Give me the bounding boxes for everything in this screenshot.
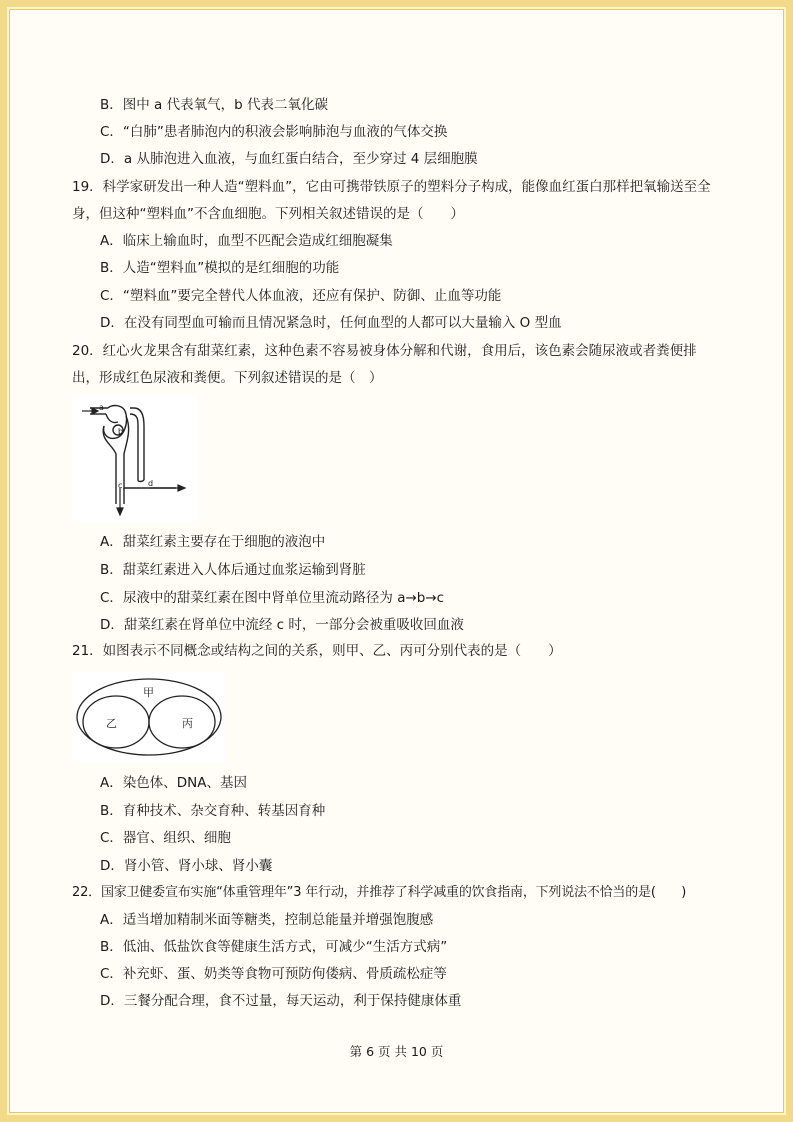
nephron-figure — [72, 396, 198, 522]
q19-option-b: B．人造“塑料血”模拟的是红细胞的功能 — [100, 260, 340, 276]
label-bing: 丙 — [182, 717, 193, 730]
prev-option-c: C．“白肺”患者肺泡内的积液会影响肺泡与血液的气体交换 — [100, 124, 448, 140]
q19-stem-line1: 19．科学家研发出一种人造“塑料血”，它由可携带铁原子的塑料分子构成，能像血红蛋白那样把氧输送至全 — [72, 179, 711, 195]
q20-stem-line2: 出，形成红色尿液和粪便。下列叙述错误的是（ ） — [72, 370, 383, 386]
q21-option-b: B．育种技术、杂交育种、转基因育种 — [100, 803, 326, 819]
nephron-diagram — [72, 396, 198, 522]
q20-option-b: B．甜菜红素进入人体后通过血浆运输到肾脏 — [100, 562, 366, 578]
q22-option-d: D．三餐分配合理，食不过量，每天运动，利于保持健康体重 — [100, 993, 462, 1009]
q19-option-a: A．临床上输血时，血型不匹配会造成红细胞凝集 — [100, 233, 393, 249]
q22-option-a: A．适当增加精制米面等糖类，控制总能量并增强饱腹感 — [100, 912, 434, 928]
q20-option-c: C．尿液中的甜菜红素在图中肾单位里流动路径为 a→b→c — [100, 590, 445, 606]
concept-diagram — [72, 672, 226, 762]
q19-stem-line2: 身，但这种“塑料血”不含血细胞。下列相关叙述错误的是（ ） — [72, 206, 464, 222]
label-d: d — [148, 479, 154, 488]
label-b: b — [118, 427, 124, 436]
label-a: a — [99, 403, 104, 412]
q21-option-c: C．器官、组织、细胞 — [100, 830, 231, 846]
label-jia: 甲 — [143, 686, 154, 699]
page-footer: 第 6 页 共 10 页 — [349, 1044, 444, 1059]
q22-stem: 22．国家卫健委宣布实施“体重管理年”3 年行动，并推荐了科学减重的饮食指南，下列说法不恰当的是( ) — [72, 885, 687, 900]
q20-option-a: A．甜菜红素主要存在于细胞的液泡中 — [100, 534, 326, 550]
q21-option-d: D．肾小管、肾小球、肾小囊 — [100, 858, 273, 874]
q21-option-a: A．染色体、DNA、基因 — [100, 775, 247, 791]
concept-figure — [72, 672, 226, 762]
label-yi: 乙 — [106, 717, 117, 730]
q19-option-c: C．“塑料血”要完全替代人体血液，还应有保护、防御、止血等功能 — [100, 288, 502, 304]
q20-stem-line1: 20．红心火龙果含有甜菜红素，这种色素不容易被身体分解和代谢，食用后，该色素会随尿液或者粪便排 — [72, 343, 697, 359]
q20-option-d: D．甜菜红素在肾单位中流经 c 时，一部分会被重吸收回血液 — [100, 617, 464, 633]
q19-option-d: D．在没有同型血可输而且情况紧急时，任何血型的人都可以大量输入 O 型血 — [100, 315, 562, 331]
prev-option-d: D．a 从肺泡进入血液，与血红蛋白结合，至少穿过 4 层细胞膜 — [100, 151, 478, 167]
q22-option-c: C．补充虾、蛋、奶类等食物可预防佝偻病、骨质疏松症等 — [100, 966, 447, 982]
label-c: c — [118, 481, 123, 490]
prev-option-b: B．图中 a 代表氧气，b 代表二氧化碳 — [100, 97, 328, 113]
q22-option-b: B．低油、低盐饮食等健康生活方式，可减少“生活方式病” — [100, 939, 448, 955]
q21-stem: 21．如图表示不同概念或结构之间的关系，则甲、乙、丙可分别代表的是（ ） — [72, 643, 562, 659]
